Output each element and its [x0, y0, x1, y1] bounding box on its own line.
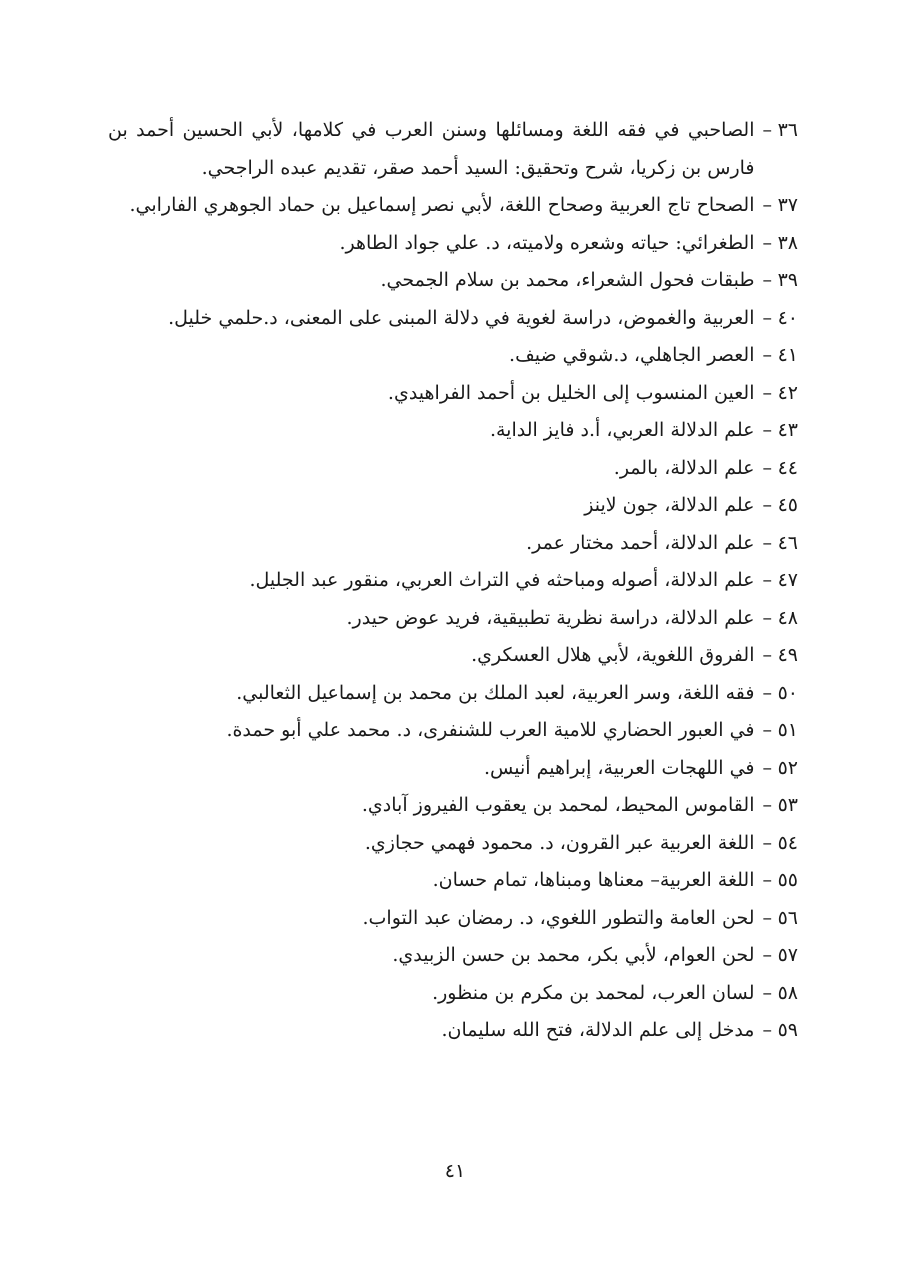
reference-dash: –	[762, 794, 772, 816]
reference-item	[108, 450, 798, 488]
reference-number: ٥٤	[777, 831, 798, 854]
reference-item	[108, 187, 798, 225]
reference-number: ٥٣	[777, 794, 798, 816]
reference-number: ٥٧	[777, 944, 798, 966]
reference-number: ٥٢	[777, 756, 798, 779]
reference-number: ٤١	[777, 344, 798, 366]
reference-number: ٤٨	[777, 606, 798, 629]
reference-number: ٤٧	[777, 569, 798, 591]
reference-text: اللغة العربية عبر القرون، د. محمود فهمي حجازي.	[364, 831, 755, 854]
reference-number: ٣٨	[777, 231, 798, 254]
reference-number: ٥٩	[777, 1019, 798, 1041]
reference-item	[108, 675, 798, 713]
reference-text: الفروق اللغوية، لأبي هلال العسكري.	[471, 644, 755, 666]
reference-number: ٤٣	[777, 419, 798, 441]
reference-text: الصاحبي في فقه اللغة ومسائلها وسنن العرب في كلامها، لأبي الحسين أحمد بن فارس بن زكريا، شرح وتحقيق: السيد أحمد صقر، تقديم عبده الراجحي.	[108, 119, 755, 179]
reference-item	[108, 1012, 798, 1050]
reference-dash: –	[762, 719, 772, 741]
reference-dash: –	[762, 269, 772, 291]
reference-number: ٥١	[777, 719, 798, 741]
reference-text: العصر الجاهلي، د.شوقي ضيف.	[509, 344, 755, 366]
reference-dash: –	[762, 119, 772, 141]
reference-number: ٤٦	[777, 531, 798, 554]
reference-dash: –	[762, 981, 772, 1004]
reference-number: ٣٦	[777, 119, 798, 141]
reference-number: ٤٤	[777, 456, 798, 479]
reference-dash: –	[762, 756, 772, 779]
reference-text: مدخل إلى علم الدلالة، فتح الله سليمان.	[441, 1019, 755, 1041]
reference-dash: –	[762, 344, 772, 366]
reference-list	[108, 112, 798, 1050]
reference-text: علم الدلالة، بالمر.	[613, 456, 755, 479]
reference-item	[108, 712, 798, 750]
reference-item	[108, 825, 798, 863]
reference-dash: –	[762, 606, 772, 629]
page-number: ٤١	[444, 1160, 466, 1182]
reference-dash: –	[762, 306, 772, 329]
reference-item	[108, 112, 798, 187]
reference-dash: –	[762, 456, 772, 479]
reference-item	[108, 337, 798, 375]
reference-dash: –	[762, 1019, 772, 1041]
reference-text: علم الدلالة، جون لاينز	[584, 494, 755, 516]
reference-item	[108, 600, 798, 638]
reference-number: ٤٢	[777, 381, 798, 404]
reference-dash: –	[762, 531, 772, 554]
reference-number: ٤٩	[777, 644, 798, 666]
reference-dash: –	[762, 944, 772, 966]
reference-item	[108, 975, 798, 1013]
reference-item	[108, 750, 798, 788]
reference-item	[108, 412, 798, 450]
reference-dash: –	[762, 869, 772, 891]
reference-number: ٥٥	[777, 869, 798, 891]
reference-item	[108, 637, 798, 675]
reference-text: العين المنسوب إلى الخليل بن أحمد الفراهيدي.	[387, 381, 755, 404]
reference-dash: –	[762, 644, 772, 666]
reference-number: ٣٧	[777, 194, 798, 216]
reference-text: لسان العرب، لمحمد بن مكرم بن منظور.	[432, 981, 755, 1004]
reference-number: ٣٩	[777, 269, 798, 291]
reference-text: علم الدلالة، دراسة نظرية تطبيقية، فريد عوض حيدر.	[346, 606, 755, 629]
reference-item	[108, 937, 798, 975]
reference-text: لحن العوام، لأبي بكر، محمد بن حسن الزبيدي.	[392, 944, 755, 966]
reference-dash: –	[762, 494, 772, 516]
reference-text: الطغرائي: حياته وشعره ولاميته، د. علي جواد الطاهر.	[339, 231, 755, 254]
reference-text: فقه اللغة، وسر العربية، لعبد الملك بن محمد بن إسماعيل الثعالبي.	[236, 681, 755, 704]
reference-number: ٤٥	[777, 494, 798, 516]
reference-dash: –	[762, 419, 772, 441]
reference-number: ٥٦	[777, 906, 798, 929]
reference-dash: –	[762, 231, 772, 254]
reference-text: طبقات فحول الشعراء، محمد بن سلام الجمحي.	[380, 269, 755, 291]
reference-item	[108, 862, 798, 900]
reference-text: القاموس المحيط، لمحمد بن يعقوب الفيروز آبادي.	[361, 794, 755, 816]
reference-item	[108, 262, 798, 300]
reference-item	[108, 900, 798, 938]
reference-text: علم الدلالة، أحمد مختار عمر.	[526, 531, 755, 554]
reference-text: لحن العامة والتطور اللغوي، د. رمضان عبد التواب.	[362, 906, 755, 929]
reference-dash: –	[762, 381, 772, 404]
reference-item	[108, 525, 798, 563]
reference-item	[108, 487, 798, 525]
reference-item	[108, 300, 798, 338]
reference-dash: –	[762, 569, 772, 591]
reference-text: علم الدلالة العربي، أ.د فايز الداية.	[489, 419, 755, 441]
reference-dash: –	[762, 194, 772, 216]
reference-number: ٥٨	[777, 981, 798, 1004]
reference-text: علم الدلالة، أصوله ومباحثه في التراث العربي، منقور عبد الجليل.	[249, 569, 755, 591]
reference-item	[108, 375, 798, 413]
reference-text: اللغة العربية– معناها ومبناها، تمام حسان.	[432, 869, 755, 891]
reference-text: الصحاح تاج العربية وصحاح اللغة، لأبي نصر إسماعيل بن حماد الجوهري الفارابي.	[129, 194, 755, 216]
reference-text: في اللهجات العربية، إبراهيم أنيس.	[484, 756, 755, 779]
reference-dash: –	[762, 906, 772, 929]
reference-number: ٥٠	[777, 681, 798, 704]
reference-item	[108, 787, 798, 825]
reference-item	[108, 562, 798, 600]
reference-text: العربية والغموض، دراسة لغوية في دلالة المبنى على المعنى، د.حلمي خليل.	[168, 306, 755, 329]
reference-text: في العبور الحضاري للامية العرب للشنفرى، د. محمد علي أبو حمدة.	[226, 719, 755, 741]
reference-item	[108, 225, 798, 263]
reference-dash: –	[762, 831, 772, 854]
reference-number: ٤٠	[777, 306, 798, 329]
reference-dash: –	[762, 681, 772, 704]
